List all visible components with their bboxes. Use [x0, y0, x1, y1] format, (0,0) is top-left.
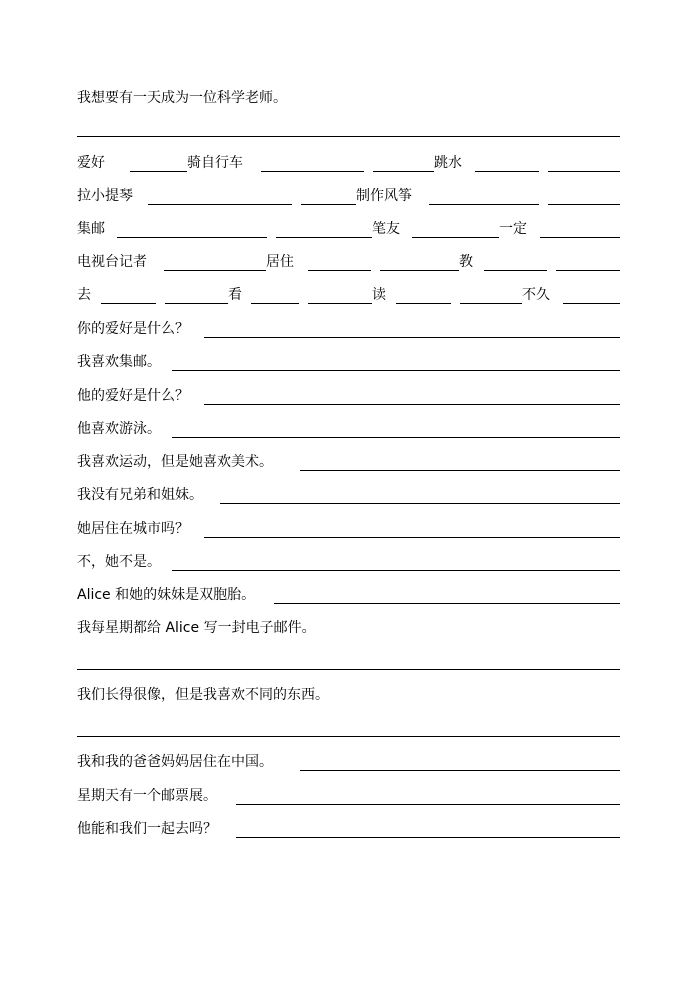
sentence-row-7: [77, 485, 620, 505]
vocab-word: 制作风筝: [356, 188, 412, 204]
vocab-word: 爱好: [77, 155, 105, 171]
sentence-text: 我没有兄弟和姐妹。: [77, 487, 203, 503]
answer-line[interactable]: [77, 736, 620, 737]
answer-blank[interactable]: [380, 270, 459, 271]
answer-blank[interactable]: [308, 303, 372, 304]
vocab-word: 一定: [499, 221, 527, 237]
answer-blank[interactable]: [301, 204, 356, 205]
sentence-row-5: [77, 419, 620, 439]
answer-blank[interactable]: [563, 303, 620, 304]
answer-blank[interactable]: [204, 404, 620, 405]
answer-blank[interactable]: [236, 837, 620, 838]
answer-blank[interactable]: [164, 270, 266, 271]
sentence-row-3: [77, 352, 620, 372]
vocab-row-5: [77, 285, 620, 305]
vocab-word: 去: [77, 287, 91, 303]
sentence-row-14: [77, 786, 620, 806]
sentence-text: 我想要有一天成为一位科学老师。: [77, 90, 287, 106]
sentence-text: 他喜欢游泳。: [77, 421, 161, 437]
vocab-row-1: [77, 153, 620, 173]
answer-blank[interactable]: [373, 171, 434, 172]
sentence-row-15: [77, 819, 620, 839]
answer-blank[interactable]: [429, 204, 539, 205]
answer-blank[interactable]: [261, 171, 364, 172]
sentence-text: 我喜欢集邮。: [77, 354, 161, 370]
vocab-word: 居住: [266, 254, 294, 270]
sentence-text: 星期天有一个邮票展。: [77, 788, 217, 804]
vocab-word: 教: [459, 254, 473, 270]
answer-blank[interactable]: [475, 171, 539, 172]
vocab-word: 跳水: [434, 155, 462, 171]
answer-blank[interactable]: [172, 570, 620, 571]
answer-blank[interactable]: [165, 303, 228, 304]
vocab-word: 不久: [522, 287, 550, 303]
answer-blank[interactable]: [251, 303, 299, 304]
answer-blank[interactable]: [540, 237, 620, 238]
sentence-row-1: [77, 88, 620, 108]
vocab-row-2: [77, 186, 620, 206]
answer-blank[interactable]: [148, 204, 292, 205]
vocab-row-3: [77, 219, 620, 239]
answer-blank[interactable]: [172, 370, 620, 371]
vocab-row-4: [77, 252, 620, 272]
answer-blank[interactable]: [172, 437, 620, 438]
answer-blank[interactable]: [220, 503, 620, 504]
sentence-row-13: [77, 752, 620, 772]
answer-blank[interactable]: [308, 270, 371, 271]
answer-line[interactable]: [77, 136, 620, 137]
sentence-row-6: [77, 452, 620, 472]
sentence-text: 我每星期都给 Alice 写一封电子邮件。: [77, 620, 316, 636]
answer-blank[interactable]: [204, 537, 620, 538]
sentence-text: 我们长得很像，但是我喜欢不同的东西。: [77, 687, 329, 703]
vocab-word: 笔友: [372, 221, 400, 237]
sentence-text: Alice 和她的妹妹是双胞胎。: [77, 587, 256, 603]
answer-blank[interactable]: [548, 171, 620, 172]
answer-line[interactable]: [77, 669, 620, 670]
sentence-text: 你的爱好是什么？: [77, 321, 189, 337]
sentence-text: 我和我的爸爸妈妈居住在中国。: [77, 754, 273, 770]
sentence-row-10: [77, 585, 620, 605]
vocab-word: 骑自行车: [187, 155, 243, 171]
sentence-row-9: [77, 552, 620, 572]
sentence-row-11: [77, 618, 620, 638]
answer-blank[interactable]: [556, 270, 620, 271]
sentence-text: 她居住在城市吗？: [77, 521, 189, 537]
answer-blank[interactable]: [548, 204, 620, 205]
answer-blank[interactable]: [236, 804, 620, 805]
vocab-word: 拉小提琴: [77, 188, 133, 204]
answer-blank[interactable]: [484, 270, 547, 271]
vocab-word: 读: [372, 287, 386, 303]
answer-blank[interactable]: [101, 303, 156, 304]
answer-blank[interactable]: [300, 470, 620, 471]
sentence-text: 我喜欢运动，但是她喜欢美术。: [77, 454, 273, 470]
sentence-text: 不，她不是。: [77, 554, 161, 570]
vocab-word: 电视台记者: [77, 254, 147, 270]
vocab-word: 集邮: [77, 221, 105, 237]
answer-blank[interactable]: [276, 237, 372, 238]
vocab-word: 看: [228, 287, 242, 303]
sentence-row-8: [77, 519, 620, 539]
sentence-row-2: [77, 319, 620, 339]
answer-blank[interactable]: [204, 337, 620, 338]
sentence-text: 他能和我们一起去吗？: [77, 821, 217, 837]
sentence-row-12: [77, 685, 620, 705]
answer-blank[interactable]: [274, 603, 620, 604]
answer-blank[interactable]: [412, 237, 499, 238]
sentence-text: 他的爱好是什么？: [77, 388, 189, 404]
answer-blank[interactable]: [300, 770, 620, 771]
answer-blank[interactable]: [396, 303, 451, 304]
answer-blank[interactable]: [130, 171, 187, 172]
sentence-row-4: [77, 386, 620, 406]
answer-blank[interactable]: [117, 237, 267, 238]
answer-blank[interactable]: [460, 303, 522, 304]
